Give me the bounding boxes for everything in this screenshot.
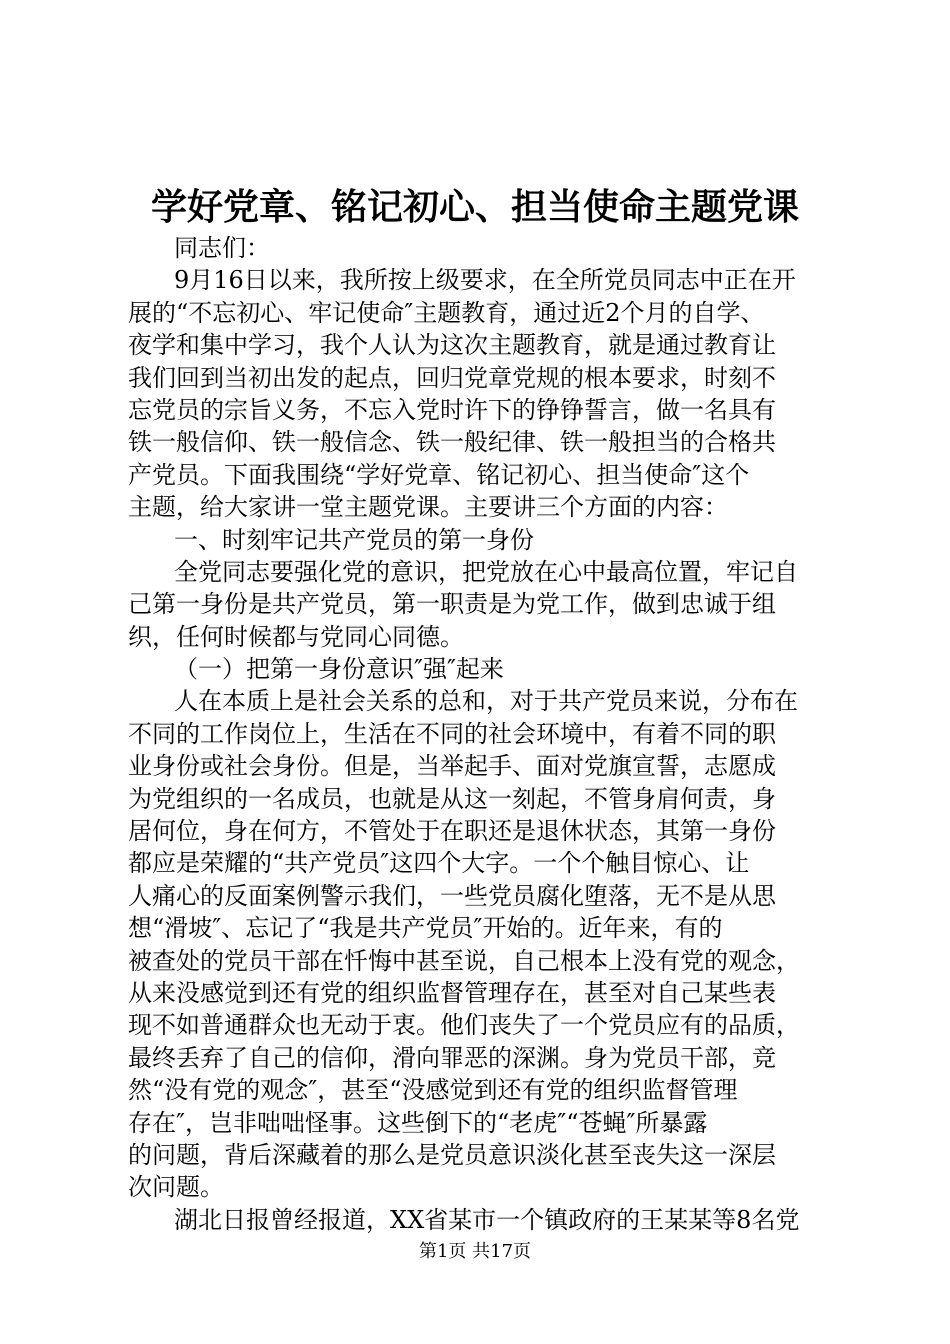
text-line: 铁一般信仰、铁一般信念、铁一般纪律、铁一般担当的合格共 <box>128 428 776 457</box>
text-line: 为党组织的一名成员，也就是从这一刻起，不管身肩何责，身 <box>128 784 776 813</box>
page-footer: 第1页 共17页 <box>418 1241 532 1262</box>
text-line: 同志们： <box>174 234 270 262</box>
text-line: 己第一身份是共产党员，第一职责是为党工作，做到忠诚于组 <box>128 590 776 619</box>
text-line: 我们回到当初出发的起点，回归党章党规的根本要求，时刻不 <box>128 363 776 392</box>
text-line: 产党员。下面我围绕“学好党章、铭记初心、担当使命″这个 <box>128 460 750 489</box>
text-line: 织，任何时候都与党同心同德。 <box>128 622 464 651</box>
text-line: 然“没有党的观念″，甚至“没感觉到还有党的组织监督管理 <box>128 1076 738 1105</box>
text-line: 次问题。 <box>128 1173 224 1202</box>
text-line: 展的“不忘初心、牢记使命″主题教育，通过近2个月的自学、 <box>128 298 765 327</box>
text-line: 业身份或社会身份。但是，当举起手、面对党旗宣誓，志愿成 <box>128 752 776 781</box>
text-line: 现不如普通群众也无动于衷。他们丧失了一个党员应有的品质， <box>128 1011 800 1040</box>
text-line: 不同的工作岗位上，生活在不同的社会环境中，有着不同的职 <box>128 719 776 748</box>
text-line: （一）把第一身份意识″强″起来 <box>174 655 504 684</box>
text-line: 存在″，岂非咄咄怪事。这些倒下的“老虎″“苍蝇″所暴露 <box>128 1108 708 1137</box>
text-line: 人在本质上是社会关系的总和，对于共产党员来说，分布在 <box>174 687 798 716</box>
text-line: 人痛心的反面案例警示我们，一些党员腐化堕落，无不是从思 <box>128 881 776 910</box>
text-line: 从来没感觉到还有党的组织监督管理存在，甚至对自己某些表 <box>128 978 776 1007</box>
text-line: 忘党员的宗旨义务，不忘入党时许下的铮铮誓言，做一名具有 <box>128 395 776 424</box>
text-line: 最终丢弃了自己的信仰，滑向罪恶的深渊。身为党员干部，竞 <box>128 1043 776 1072</box>
document-body <box>128 232 834 1236</box>
text-line: 想“滑坡″、忘记了“我是共产党员″开始的。近年来，有的 <box>128 914 723 943</box>
text-line: 的问题，背后深藏着的那么是党员意识淡化甚至丧失这一深层 <box>128 1140 776 1169</box>
text-line: 夜学和集中学习，我个人认为这次主题教育，就是通过教育让 <box>128 331 776 360</box>
text-line: 9月16日以来，我所按上级要求，在全所党员同志中正在开 <box>174 266 796 295</box>
text-line: 居何位，身在何方，不管处于在职还是退休状态，其第一身份 <box>128 817 776 846</box>
text-line: 一、时刻牢记共产党员的第一身份 <box>174 525 534 554</box>
text-line: 都应是荣耀的“共产党员″这四个大字。一个个触目惊心、让 <box>128 849 750 878</box>
text-line: 主题，给大家讲一堂主题党课。主要讲三个方面的内容： <box>128 493 728 522</box>
text-line: 湖北日报曾经报道，XX省某市一个镇政府的王某某等8名党 <box>174 1205 800 1234</box>
page-title: 学好党章、铭记初心、担当使命主题党课 <box>150 187 799 228</box>
text-line: 全党同志要强化党的意识，把党放在心中最高位置，牢记自 <box>174 557 798 586</box>
text-line: 被查处的党员干部在忏悔中甚至说，自己根本上没有党的观念， <box>128 946 800 975</box>
